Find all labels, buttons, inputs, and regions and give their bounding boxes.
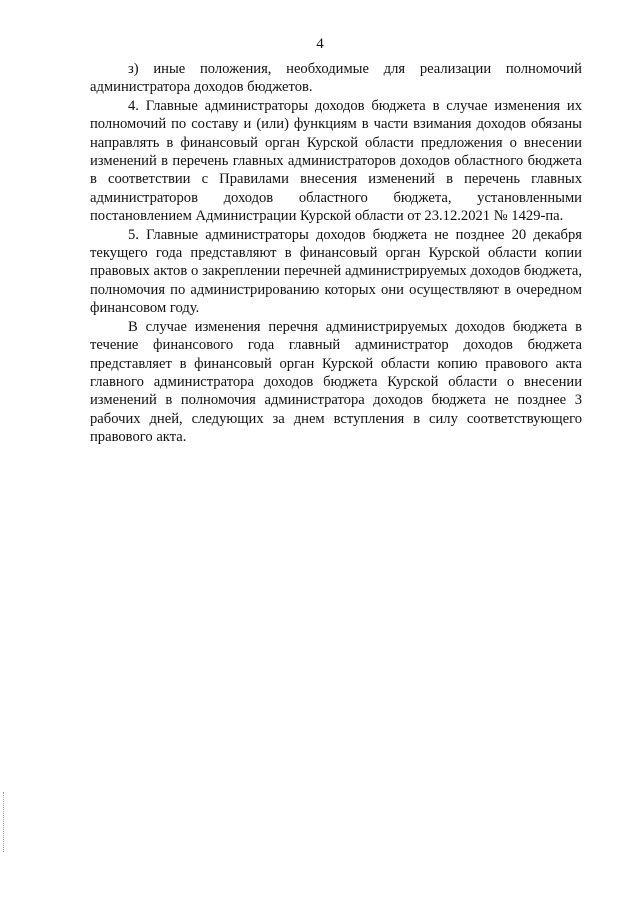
paragraph-item-z: з) иные положения, необходимые для реализации полномочий администратора доходов бюджетов. [90, 61, 582, 96]
paragraph-item-4: 4. Главные администраторы доходов бюджета в случае изменения их полномочий по составу и (или) функциям в части взимания доходов обязаны направлять в финансовый орган Курской области предложения о внесении изменений в перечень главных администраторов доходов областного бюджета в соответствии с Правилами внесения изменений в перечень главных администраторов доходов областного бюджета, установленными постановлением Администрации Курской области от 23.12.2021 № 1429-па. [90, 97, 582, 225]
paragraph-change-list: В случае изменения перечня администрируемых доходов бюджета в течение финансового года главный администратор доходов бюджета представляет в финансовый орган Курской области копию правового акта главного администратора доходов бюджета Курской области о внесении изменений в полномочия администратора доходов бюджета не позднее 3 рабочих дней, следующих за днем вступления в силу соответствующего правового акта. [90, 318, 582, 446]
scan-margin-mark [3, 792, 5, 852]
document-body [90, 60, 582, 447]
paragraph-item-5: 5. Главные администраторы доходов бюджета не позднее 20 декабря текущего года представляют в финансовый орган Курской области копии правовых актов о закреплении перечней администрируемых доходов бюджета, полномочия по администрированию которых они осуществляют в очередном финансовом году. [90, 226, 582, 317]
page-number: 4 [316, 36, 324, 52]
